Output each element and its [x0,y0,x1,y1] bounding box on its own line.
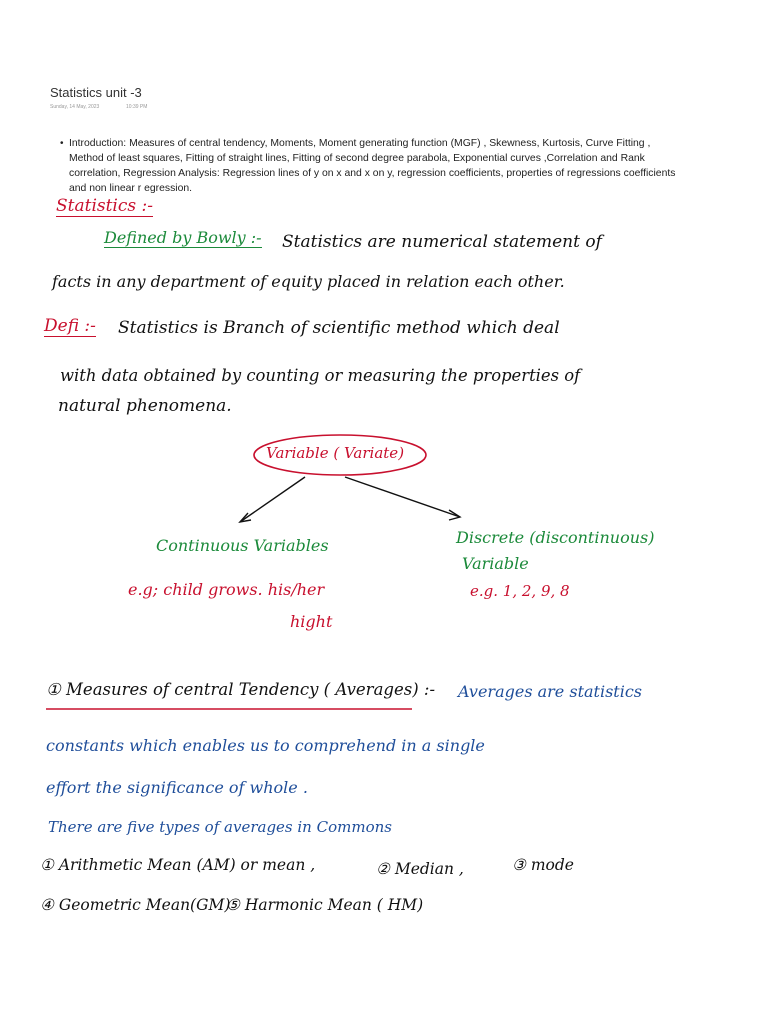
page-date: Sunday, 14 May, 2023 [50,104,100,110]
discrete-title-line-1: Discrete (discontinuous) [456,528,655,547]
mct-label: ① Measures of central Tendency ( Averages) :- [46,680,436,699]
bowly-text-line-1: Statistics are numerical statement of [282,232,602,252]
mct-text-line-3: effort the significance of whole . [46,778,308,797]
continuous-example-line-1: e.g; child grows. his/her [128,580,325,599]
page-time: 10:39 PM [126,104,148,110]
bowly-text-line-2: facts in any department of equity placed in relation each other. [52,272,565,291]
defi-label: Defi :- [44,316,96,336]
discrete-example: e.g. 1, 2, 9, 8 [470,582,570,600]
mct-text-line-1: Averages are statistics [458,682,643,701]
arrow-left-line [240,477,305,522]
defi-text-line-3: natural phenomena. [58,396,232,416]
averages-types-intro: There are five types of averages in Commons [48,818,392,836]
arrow-right-line [345,477,460,517]
average-type-1: ① Arithmetic Mean (AM) or mean , [40,856,316,874]
statistics-heading: Statistics :- [56,196,153,216]
bowly-label: Defined by Bowly :- [104,228,262,247]
average-type-4: ④ Geometric Mean(GM) [40,896,231,914]
continuous-title: Continuous Variables [156,536,329,555]
average-type-3: ③ mode [512,856,574,874]
page-title: Statistics unit -3 [50,85,142,100]
defi-text-line-2: with data obtained by counting or measuring the properties of [60,366,581,385]
continuous-example-line-2: hight [290,612,333,631]
defi-text-line-1: Statistics is Branch of scientific method which deal [118,318,560,338]
discrete-title-line-2: Variable [462,554,529,573]
topics-bullet-item: • Introduction: Measures of central tendency, Moments, Moment generating function (MGF) , Skewness, Kurtosis, Curve Fitting , Method of least squares, Fitting of straight lines, Fitting of second degree parabola, Exponential curves ,Correlation and Rank correlation, Regression Analysis: Regression lines of y on x and x on y, regression coefficients, properties of regressions coefficients and non linear r egression. [60,136,680,196]
average-type-2: ② Median , [376,860,464,878]
variable-label: Variable ( Variate) [266,444,405,462]
average-type-5: ⑤ Harmonic Mean ( HM) [226,896,424,914]
mct-text-line-2: constants which enables us to comprehend in a single [46,736,485,755]
